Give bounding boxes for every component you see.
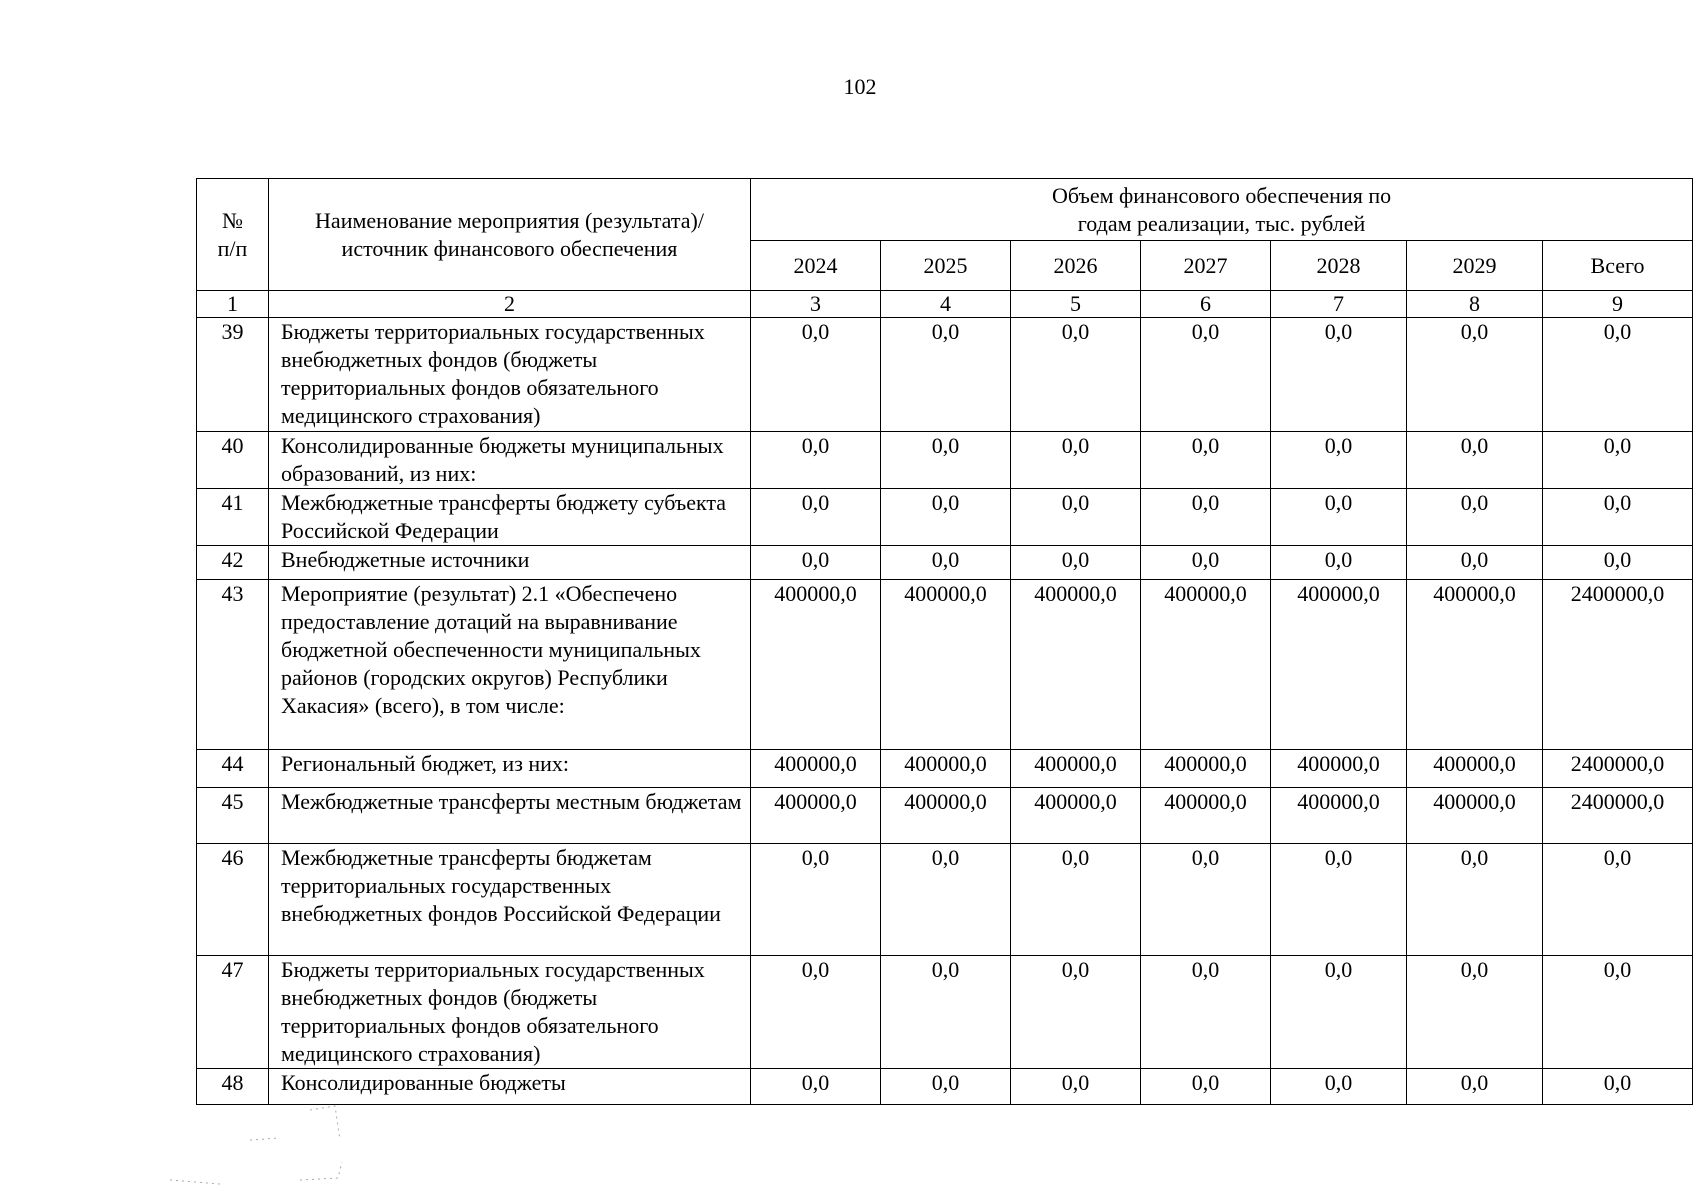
row-total: 2400000,0 bbox=[1543, 750, 1693, 788]
table-row bbox=[197, 1069, 1693, 1105]
row-value: 0,0 bbox=[881, 546, 1011, 580]
row-value: 400000,0 bbox=[1011, 788, 1141, 844]
row-value: 400000,0 bbox=[1141, 580, 1271, 750]
table-row bbox=[197, 956, 1693, 1069]
header-year: 2026 bbox=[1011, 241, 1141, 291]
row-value: 0,0 bbox=[751, 546, 881, 580]
table-row bbox=[197, 318, 1693, 432]
row-value: 0,0 bbox=[1141, 318, 1271, 432]
row-name: Региональный бюджет, из них: bbox=[269, 750, 751, 788]
row-value: 0,0 bbox=[751, 432, 881, 489]
row-name: Внебюджетные источники bbox=[269, 546, 751, 580]
row-value: 0,0 bbox=[1011, 432, 1141, 489]
row-number: 41 bbox=[197, 489, 269, 546]
row-value: 0,0 bbox=[751, 318, 881, 432]
row-value: 400000,0 bbox=[1141, 788, 1271, 844]
row-value: 0,0 bbox=[881, 318, 1011, 432]
column-index: 7 bbox=[1271, 291, 1407, 318]
table-row bbox=[197, 788, 1693, 844]
header-year: 2028 bbox=[1271, 241, 1407, 291]
column-index: 5 bbox=[1011, 291, 1141, 318]
row-value: 0,0 bbox=[751, 1069, 881, 1105]
row-value: 0,0 bbox=[881, 432, 1011, 489]
row-name: Межбюджетные трансферты бюджету субъекта Российской Федерации bbox=[269, 489, 751, 546]
row-value: 0,0 bbox=[1407, 844, 1543, 956]
row-value: 400000,0 bbox=[881, 750, 1011, 788]
row-number: 48 bbox=[197, 1069, 269, 1105]
row-value: 0,0 bbox=[1271, 432, 1407, 489]
row-value: 0,0 bbox=[1141, 1069, 1271, 1105]
scan-artifact bbox=[160, 1100, 380, 1190]
row-value: 0,0 bbox=[1271, 318, 1407, 432]
column-index: 2 bbox=[269, 291, 751, 318]
row-value: 400000,0 bbox=[751, 580, 881, 750]
row-value: 0,0 bbox=[1407, 546, 1543, 580]
row-name: Консолидированные бюджеты bbox=[269, 1069, 751, 1105]
row-value: 0,0 bbox=[1271, 956, 1407, 1069]
row-value: 0,0 bbox=[1271, 844, 1407, 956]
column-index: 8 bbox=[1407, 291, 1543, 318]
row-value: 400000,0 bbox=[881, 580, 1011, 750]
row-value: 0,0 bbox=[1011, 489, 1141, 546]
row-total: 0,0 bbox=[1543, 546, 1693, 580]
row-name: Межбюджетные трансферты бюджетам территориальных государственных внебюджетных фондов Российской Федерации bbox=[269, 844, 751, 956]
row-number: 44 bbox=[197, 750, 269, 788]
row-value: 0,0 bbox=[751, 956, 881, 1069]
row-value: 0,0 bbox=[1407, 956, 1543, 1069]
row-value: 400000,0 bbox=[751, 788, 881, 844]
row-number: 42 bbox=[197, 546, 269, 580]
table-row bbox=[197, 546, 1693, 580]
row-total: 0,0 bbox=[1543, 489, 1693, 546]
row-name: Межбюджетные трансферты местным бюджетам bbox=[269, 788, 751, 844]
row-value: 400000,0 bbox=[1407, 788, 1543, 844]
row-value: 0,0 bbox=[1011, 844, 1141, 956]
row-value: 0,0 bbox=[1271, 546, 1407, 580]
header-name: Наименование мероприятия (результата)/ источник финансового обеспечения bbox=[269, 179, 751, 291]
row-value: 0,0 bbox=[1141, 844, 1271, 956]
table-row bbox=[197, 489, 1693, 546]
row-value: 0,0 bbox=[881, 844, 1011, 956]
column-index-row bbox=[197, 291, 1693, 318]
row-value: 0,0 bbox=[881, 1069, 1011, 1105]
row-value: 400000,0 bbox=[1011, 580, 1141, 750]
header-year: 2024 bbox=[751, 241, 881, 291]
row-value: 0,0 bbox=[1011, 546, 1141, 580]
row-number: 40 bbox=[197, 432, 269, 489]
header-year: 2029 bbox=[1407, 241, 1543, 291]
row-value: 0,0 bbox=[751, 844, 881, 956]
row-value: 0,0 bbox=[1407, 489, 1543, 546]
row-number: 45 bbox=[197, 788, 269, 844]
row-value: 0,0 bbox=[1141, 956, 1271, 1069]
row-value: 0,0 bbox=[1407, 432, 1543, 489]
table-row bbox=[197, 432, 1693, 489]
row-value: 0,0 bbox=[1011, 1069, 1141, 1105]
row-total: 0,0 bbox=[1543, 318, 1693, 432]
row-total: 2400000,0 bbox=[1543, 788, 1693, 844]
row-name: Бюджеты территориальных государственных внебюджетных фондов (бюджеты территориальных фондов обязательного медицинского страхования) bbox=[269, 956, 751, 1069]
header-total: Всего bbox=[1543, 241, 1693, 291]
row-value: 0,0 bbox=[1141, 489, 1271, 546]
header-no: № п/п bbox=[197, 179, 269, 291]
row-total: 0,0 bbox=[1543, 1069, 1693, 1105]
header-year: 2027 bbox=[1141, 241, 1271, 291]
row-name: Консолидированные бюджеты муниципальных образований, из них: bbox=[269, 432, 751, 489]
row-value: 0,0 bbox=[881, 956, 1011, 1069]
row-number: 39 bbox=[197, 318, 269, 432]
row-total: 0,0 bbox=[1543, 956, 1693, 1069]
header-year: 2025 bbox=[881, 241, 1011, 291]
row-value: 0,0 bbox=[1407, 1069, 1543, 1105]
column-index: 3 bbox=[751, 291, 881, 318]
row-number: 43 bbox=[197, 580, 269, 750]
row-total: 0,0 bbox=[1543, 844, 1693, 956]
row-number: 47 bbox=[197, 956, 269, 1069]
row-value: 400000,0 bbox=[1407, 580, 1543, 750]
row-value: 400000,0 bbox=[1011, 750, 1141, 788]
table-row bbox=[197, 580, 1693, 750]
row-value: 400000,0 bbox=[881, 788, 1011, 844]
row-total: 0,0 bbox=[1543, 432, 1693, 489]
row-value: 400000,0 bbox=[1271, 788, 1407, 844]
page-number: 102 bbox=[843, 74, 877, 99]
row-value: 400000,0 bbox=[1271, 750, 1407, 788]
row-value: 0,0 bbox=[1011, 318, 1141, 432]
row-name: Мероприятие (результат) 2.1 «Обеспечено предоставление дотаций на выравнивание бюджетной обеспеченности муниципальных районов (городских округов) Республики Хакасия» (всего), в том числе: bbox=[269, 580, 751, 750]
row-value: 0,0 bbox=[1141, 546, 1271, 580]
row-value: 400000,0 bbox=[751, 750, 881, 788]
row-value: 400000,0 bbox=[1141, 750, 1271, 788]
row-value: 400000,0 bbox=[1271, 580, 1407, 750]
row-value: 0,0 bbox=[1271, 489, 1407, 546]
financing-table bbox=[196, 178, 1693, 1105]
column-index: 6 bbox=[1141, 291, 1271, 318]
column-index: 4 bbox=[881, 291, 1011, 318]
column-index: 1 bbox=[197, 291, 269, 318]
column-index: 9 bbox=[1543, 291, 1693, 318]
header-volume: Объем финансового обеспечения по годам реализации, тыс. рублей bbox=[751, 179, 1693, 241]
row-value: 0,0 bbox=[1141, 432, 1271, 489]
row-value: 0,0 bbox=[751, 489, 881, 546]
row-value: 0,0 bbox=[1271, 1069, 1407, 1105]
table-row bbox=[197, 844, 1693, 956]
row-number: 46 bbox=[197, 844, 269, 956]
row-value: 0,0 bbox=[1011, 956, 1141, 1069]
row-value: 0,0 bbox=[1407, 318, 1543, 432]
row-value: 400000,0 bbox=[1407, 750, 1543, 788]
row-total: 2400000,0 bbox=[1543, 580, 1693, 750]
row-name: Бюджеты территориальных государственных внебюджетных фондов (бюджеты территориальных фондов обязательного медицинского страхования) bbox=[269, 318, 751, 432]
table-row bbox=[197, 750, 1693, 788]
row-value: 0,0 bbox=[881, 489, 1011, 546]
